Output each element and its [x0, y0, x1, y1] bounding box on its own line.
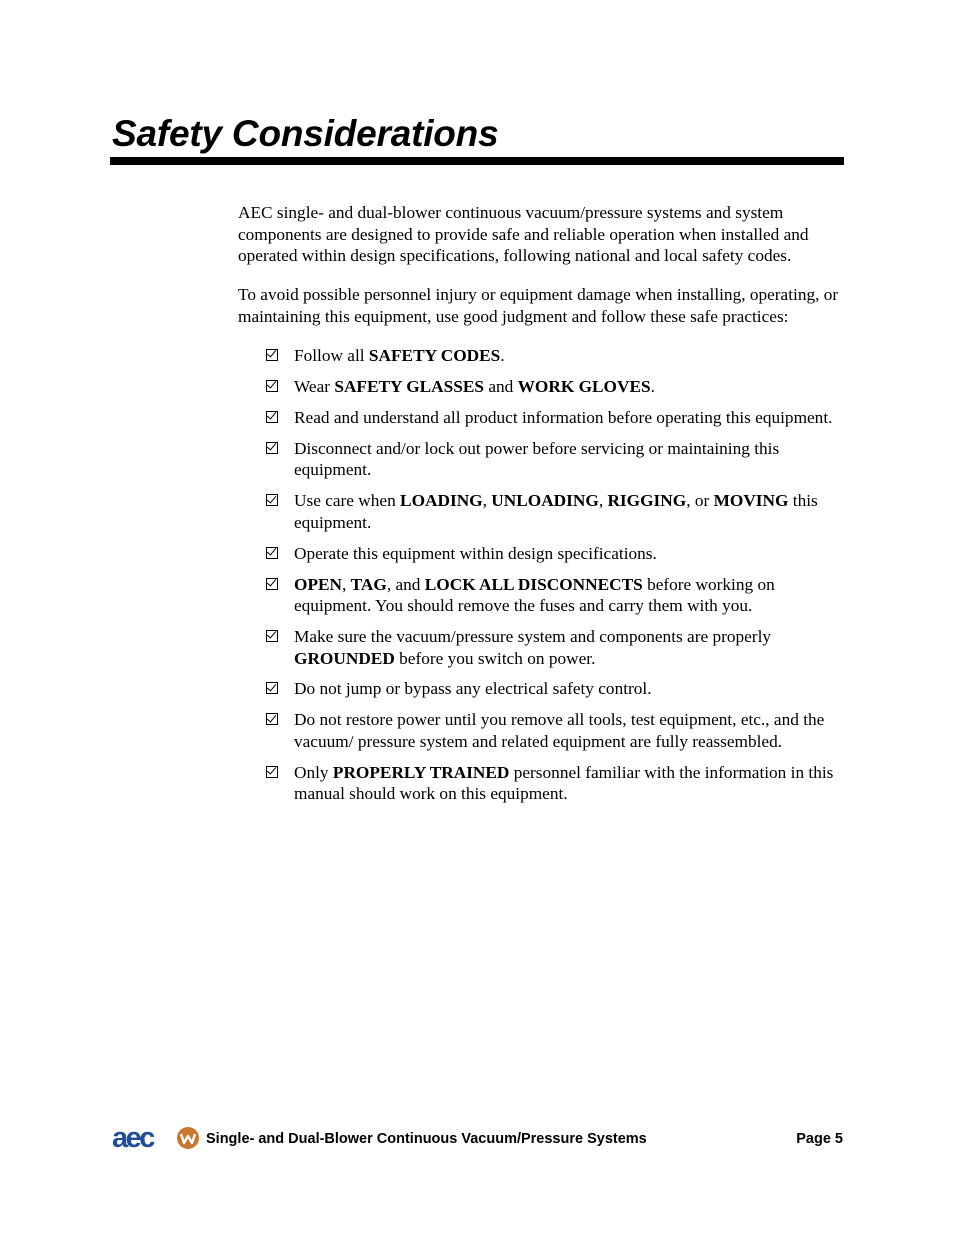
checkbox-checked-icon [266, 349, 278, 361]
safe-practice-text [294, 377, 655, 396]
emphasis-text: GROUNDED [294, 648, 395, 668]
plain-text: this equipment. [294, 491, 818, 532]
checkbox-checked-icon [266, 547, 278, 559]
emphasis-text: LOADING [400, 491, 483, 511]
safe-practice-item [266, 376, 844, 398]
safe-practice-item [266, 438, 844, 481]
plain-text: Disconnect and/or lock out power before servicing or maintaining this equipment. [294, 438, 780, 480]
plain-text: before working on equipment. You should remove the fuses and carry them with you. [294, 574, 775, 616]
practices-intro-paragraph: To avoid possible personnel injury or equipment damage when installing, operating, or maintaining this equipment, use good judgment and follow these safe practices: [238, 285, 839, 326]
safe-practice-text [294, 627, 771, 668]
safe-practice-text [294, 439, 779, 480]
emphasis-text: WORK GLOVES [517, 376, 651, 396]
plain-text: Wear [294, 376, 335, 396]
main-content [238, 202, 844, 814]
emphasis-text: SAFETY GLASSES [334, 376, 485, 396]
plain-text: , [598, 491, 608, 511]
plain-text: Operate this equipment within design specifications. [294, 543, 657, 563]
plain-text: Follow all [294, 345, 369, 365]
safe-practice-item [266, 626, 844, 669]
safe-practice-item [266, 709, 844, 752]
emphasis-text: UNLOADING [491, 491, 599, 511]
safe-practice-item [266, 678, 844, 700]
plain-text: , or [686, 491, 714, 511]
plain-text: before you switch on power. [394, 648, 596, 668]
checkbox-checked-icon [266, 494, 278, 506]
footer-document-title: Single- and Dual-Blower Continuous Vacuum/Pressure Systems [206, 1131, 647, 1147]
safe-practice-text [294, 491, 818, 532]
checkbox-checked-icon [266, 630, 278, 642]
checkbox-checked-icon [266, 411, 278, 423]
safe-practice-text [294, 346, 505, 365]
plain-text: . [500, 345, 505, 365]
plain-text: Do not jump or bypass any electrical safety control. [294, 679, 652, 699]
plain-text: Read and understand all product information before operating this equipment. [294, 407, 833, 427]
aec-logo [112, 1124, 204, 1152]
plain-text: Only [294, 762, 333, 782]
aec-logo-text: aec [112, 1124, 153, 1152]
page-title: Safety Considerations [112, 113, 499, 154]
emphasis-text: MOVING [713, 491, 789, 511]
safe-practices-list [238, 345, 844, 805]
emphasis-text: OPEN [294, 574, 343, 594]
checkbox-checked-icon [266, 578, 278, 590]
safe-practice-text [294, 575, 775, 616]
checkbox-checked-icon [266, 766, 278, 778]
page-footer [112, 1124, 843, 1152]
safe-practice-item [266, 345, 844, 367]
safe-practice-item [266, 574, 844, 617]
plain-text: Use care when [294, 491, 401, 511]
safe-practice-text [294, 544, 657, 563]
intro-paragraph: AEC single- and dual-blower continuous vacuum/pressure systems and system components are designed to provide safe and reliable operation when installed and operated within design specifications, following national and local safety codes. [238, 203, 809, 266]
emphasis-text: TAG [350, 574, 387, 594]
checkbox-checked-icon [266, 713, 278, 725]
plain-text: Do not restore power until you remove all tools, test equipment, etc., and the vacuum/ pressure system and related equipment are fully reassembled. [294, 710, 825, 751]
plain-text: . [650, 376, 655, 396]
safe-practice-text [294, 679, 652, 698]
safe-practice-text [294, 710, 824, 751]
plain-text: personnel familiar with the information in this manual should work on this equipment. [294, 762, 834, 804]
checkbox-checked-icon [266, 682, 278, 694]
safe-practice-item [266, 490, 844, 533]
emphasis-text: LOCK ALL DISCONNECTS [424, 574, 643, 594]
safe-practice-item [266, 543, 844, 565]
plain-text: , [482, 491, 492, 511]
plain-text: , [342, 574, 351, 594]
safe-practice-item [266, 407, 844, 429]
checkbox-checked-icon [266, 442, 278, 454]
safe-practice-text [294, 408, 832, 427]
title-rule [110, 157, 844, 165]
safe-practice-text [294, 763, 833, 804]
emphasis-text: SAFETY CODES [368, 345, 501, 365]
safe-practice-item [266, 762, 844, 805]
plain-text: and [484, 376, 518, 396]
emphasis-text: RIGGING [607, 491, 687, 511]
footer-page-number: Page 5 [796, 1131, 843, 1147]
plain-text: , and [386, 574, 425, 594]
plain-text: Make sure the vacuum/pressure system and components are properly [294, 626, 772, 646]
emphasis-text: PROPERLY TRAINED [332, 762, 510, 782]
checkbox-checked-icon [266, 380, 278, 392]
